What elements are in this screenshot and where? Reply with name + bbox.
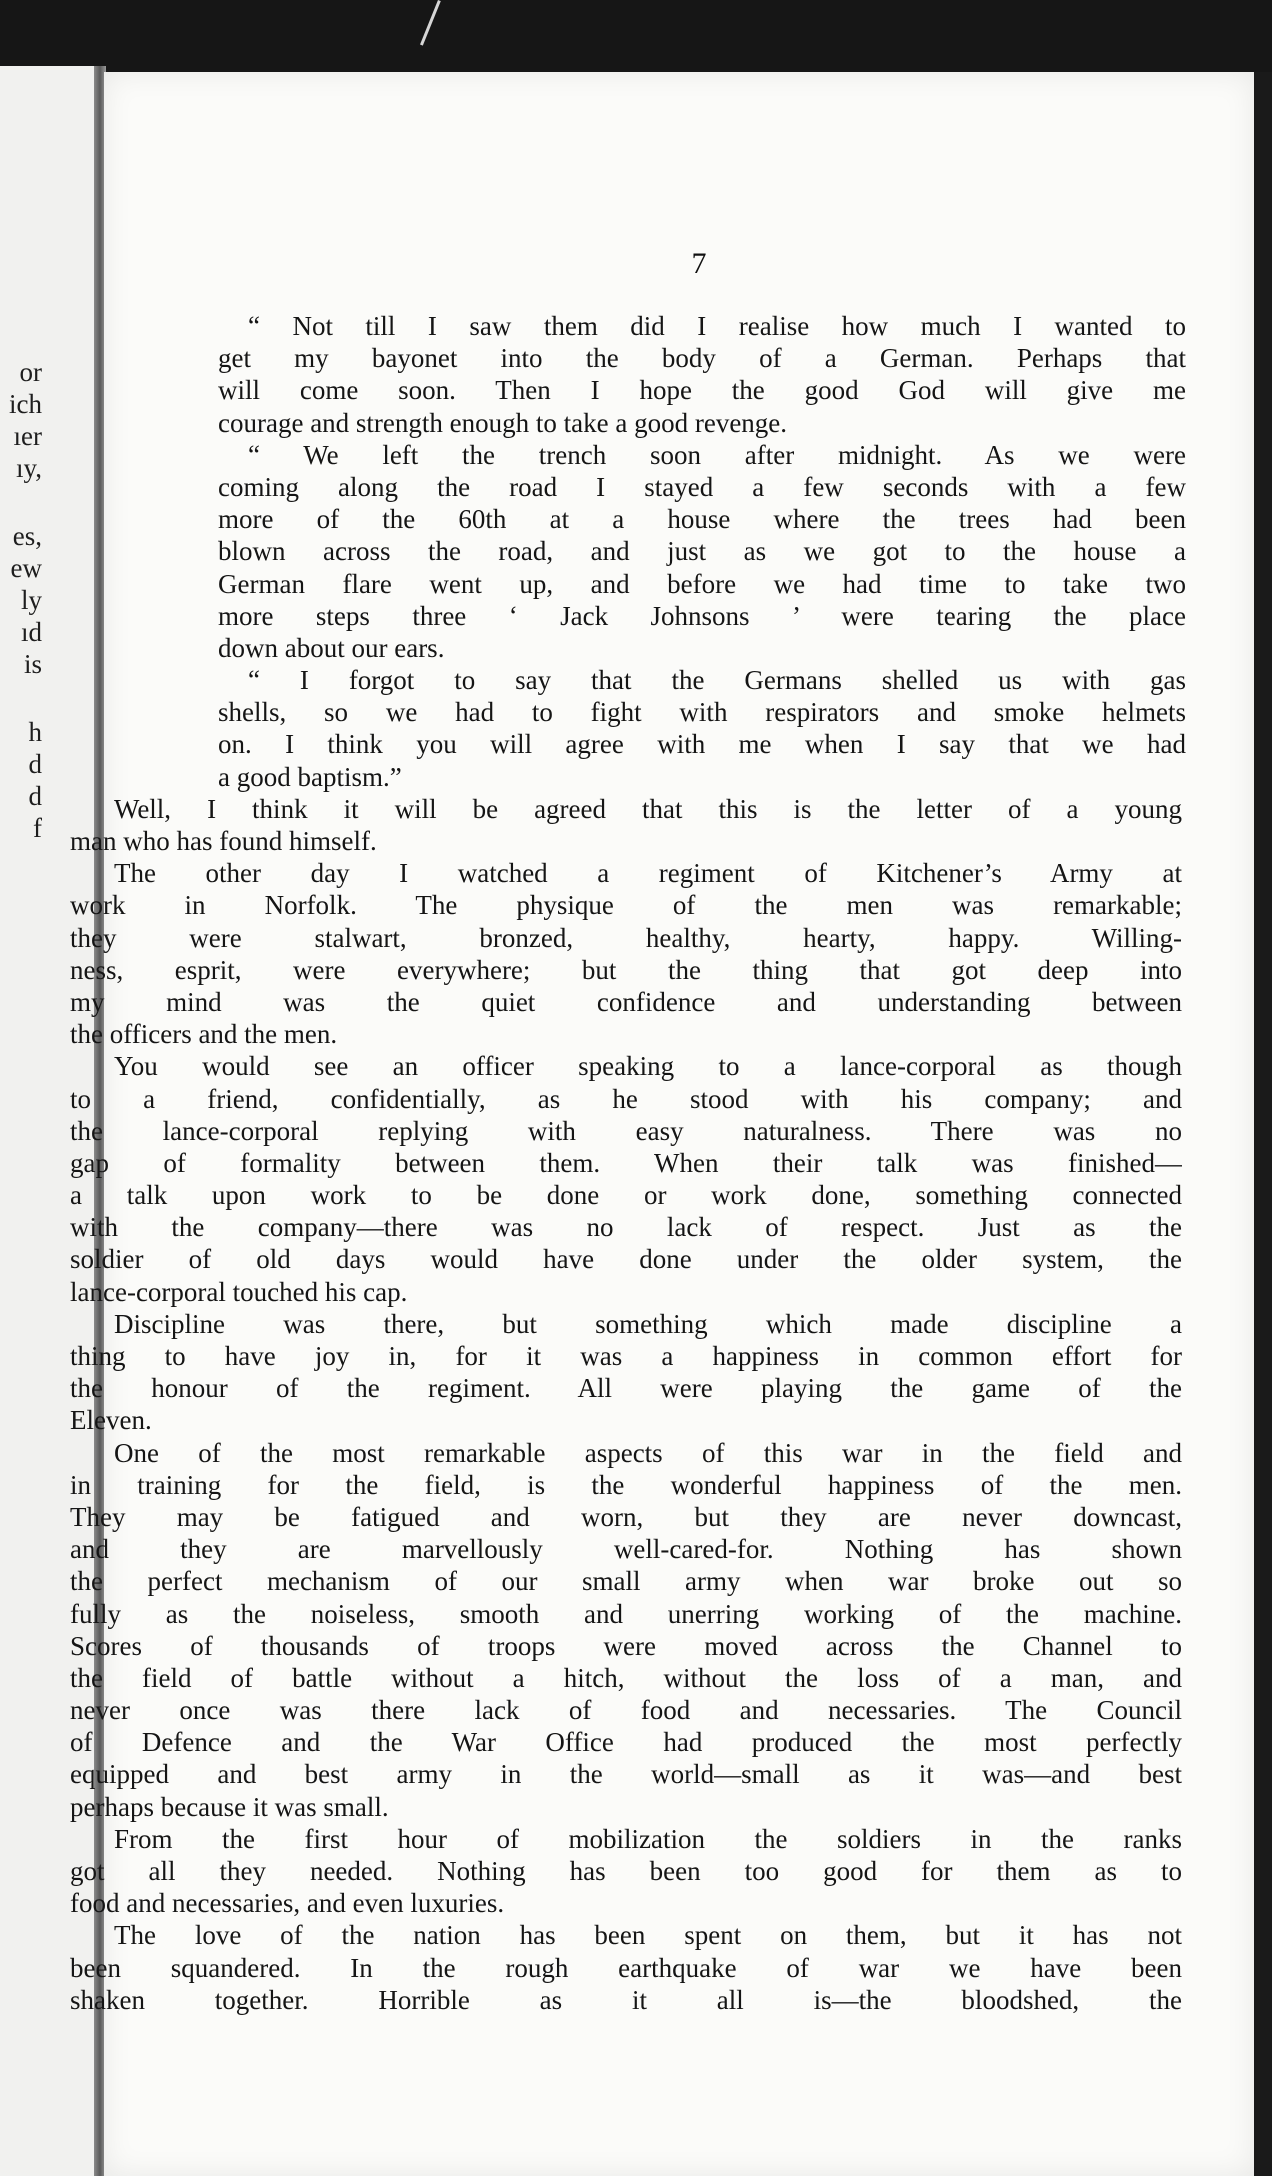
text-line: soldier of old days would have done under the older system, the	[70, 1244, 1182, 1275]
text-line: more steps three ‘ Jack Johnsons ’ were tearing the place	[218, 600, 1186, 631]
text-line: the officers and the men.	[70, 1019, 338, 1050]
text-line: in training for the field, is the wonderful happiness of the men.	[70, 1469, 1182, 1500]
facing-page-fragment: ly	[20, 585, 42, 615]
text-line: “ I forgot to say that the Germans shelled us with gas	[248, 665, 1186, 696]
text-line: gap of formality between them. When their talk was finished—	[70, 1147, 1182, 1178]
text-line: “ Not till I saw them did I realise how much I wanted to	[248, 311, 1186, 341]
text-line: my mind was the quiet confidence and understanding between	[70, 986, 1182, 1017]
facing-page-fragment: f	[33, 813, 42, 843]
facing-page-fragment: d	[28, 749, 42, 779]
text-line: ness, esprit, were everywhere; but the thing that got deep into	[70, 954, 1182, 985]
page-number: 7	[691, 247, 707, 280]
facing-page-fragment: ıer	[13, 421, 42, 451]
text-line: The love of the nation has been spent on them, but it has not	[114, 1920, 1182, 1951]
text-line: You would see an officer speaking to a lance-corporal as though	[114, 1051, 1182, 1082]
text-line: From the first hour of mobilization the soldiers in the ranks	[114, 1823, 1182, 1854]
text-line: a talk upon work to be done or work done, something connected	[70, 1180, 1182, 1211]
text-line: Eleven.	[70, 1405, 152, 1436]
text-line: they were stalwart, bronzed, healthy, hearty, happy. Willing-	[70, 922, 1182, 953]
text-line: German flare went up, and before we had time to take two	[218, 568, 1186, 599]
text-line: shaken together. Horrible as it all is—the bloodshed, the	[70, 1984, 1182, 2015]
facing-page-fragment: d	[28, 781, 42, 811]
text-line: Discipline was there, but something which made discipline a	[114, 1308, 1182, 1339]
text-line: thing to have joy in, for it was a happiness in common effort for	[70, 1341, 1182, 1371]
text-line: to a friend, confidentially, as he stood with his company; and	[70, 1083, 1182, 1114]
text-line: coming along the road I stayed a few seconds with a few	[218, 471, 1186, 502]
text-line: blown across the road, and just as we got to the house a	[218, 536, 1186, 567]
text-line: fully as the noiseless, smooth and unerring working of the machine.	[70, 1598, 1182, 1629]
text-line: They may be fatigued and worn, but they are never downcast,	[70, 1501, 1182, 1532]
text-line: got all they needed. Nothing has been too good for them as to	[70, 1856, 1182, 1886]
facing-page-fragment: is	[23, 649, 42, 679]
text-line: man who has found himself.	[70, 826, 377, 856]
facing-page-fragment: ıd	[20, 617, 42, 647]
text-line: down about our ears.	[218, 632, 445, 663]
scanner-background	[0, 0, 1272, 72]
text-line: equipped and best army in the world—small as it was—and best	[70, 1759, 1182, 1790]
text-line: more of the 60th at a house where the trees had been	[218, 504, 1186, 535]
text-line: never once was there lack of food and necessaries. The Council	[70, 1695, 1182, 1726]
text-line: a good baptism.”	[218, 761, 402, 792]
page-body-text	[70, 310, 1186, 2016]
text-line: courage and strength enough to take a good revenge.	[218, 407, 788, 438]
text-line: food and necessaries, and even luxuries.	[70, 1888, 505, 1919]
text-line: Scores of thousands of troops were moved across the Channel to	[70, 1630, 1182, 1661]
text-line: the perfect mechanism of our small army when war broke out so	[70, 1566, 1182, 1597]
text-line: perhaps because it was small.	[70, 1791, 389, 1822]
text-line: The other day I watched a regiment of Kitchener’s Army at	[114, 858, 1182, 889]
facing-page-fragment: or	[19, 357, 42, 387]
text-line: on. I think you will agree with me when I say that we had	[218, 729, 1186, 760]
text-line: of Defence and the War Office had produced the most perfectly	[70, 1727, 1182, 1758]
text-line: with the company—there was no lack of respect. Just as the	[70, 1212, 1182, 1243]
scanner-background-right	[1254, 72, 1272, 2176]
text-line: work in Norfolk. The physique of the men was remarkable;	[70, 890, 1182, 921]
text-line: One of the most remarkable aspects of this war in the field and	[114, 1437, 1182, 1468]
text-line: Well, I think it will be agreed that this is the letter of a young	[114, 793, 1182, 824]
text-line: the honour of the regiment. All were playing the game of the	[70, 1373, 1182, 1404]
text-line: the lance-corporal replying with easy naturalness. There was no	[70, 1115, 1182, 1146]
facing-page-fragment: ew	[10, 553, 42, 583]
text-line: get my bayonet into the body of a German. Perhaps that	[218, 343, 1186, 374]
text-line: been squandered. In the rough earthquake of war we have been	[70, 1952, 1182, 1983]
text-line: “ We left the trench soon after midnight. As we were	[248, 439, 1186, 470]
facing-page-fragment: ich	[9, 389, 42, 419]
facing-page-fragment: ıy,	[16, 453, 42, 483]
text-line: the field of battle without a hitch, without the loss of a man, and	[70, 1662, 1182, 1693]
text-line: lance-corporal touched his cap.	[70, 1276, 408, 1307]
text-line: will come soon. Then I hope the good God will give me	[218, 375, 1186, 406]
text-line: and they are marvellously well-cared-for. Nothing has shown	[70, 1534, 1182, 1565]
facing-page-fragment: h	[28, 717, 42, 747]
facing-page-fragment: es,	[12, 521, 42, 551]
text-line: shells, so we had to fight with respirators and smoke helmets	[218, 697, 1186, 728]
